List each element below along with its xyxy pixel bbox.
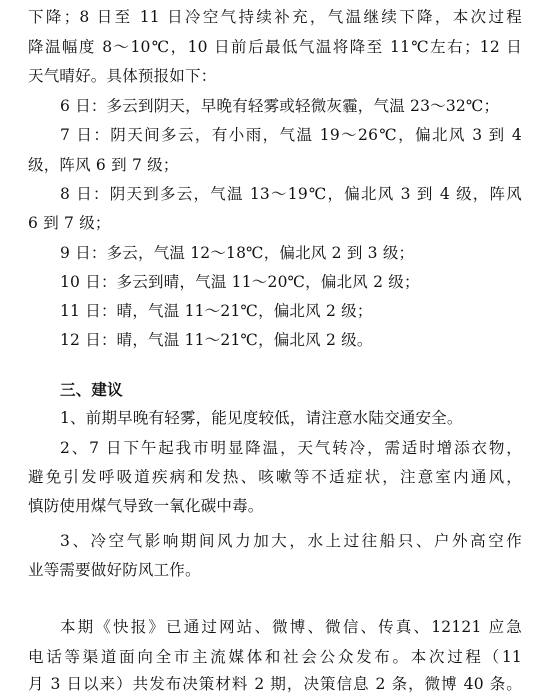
advice-item-3-cont: 业等需要做好防风工作。	[28, 561, 201, 579]
forecast-item-10: 10 日：多云到晴，气温 11～20℃，偏北风 2 级；	[60, 273, 420, 291]
forecast-line: 下降；8 日至 11 日冷空气持续补充，气温继续下降，本次过程	[28, 8, 522, 26]
release-line: 本期《快报》已通过网站、微博、微信、传真、12121 应急	[60, 618, 522, 636]
advice-item-1: 1、前期早晚有轻雾，能见度较低，请注意水陆交通安全。	[60, 409, 463, 427]
advice-item-2: 2、7 日下午起我市明显降温，天气转冷，需适时增添衣物，	[60, 439, 522, 457]
forecast-item-12: 12 日：晴，气温 11～21℃，偏北风 2 级。	[60, 331, 373, 349]
forecast-item-6: 6 日：多云到阴天，早晚有轻雾或轻微灰霾，气温 23～32℃；	[60, 97, 500, 115]
forecast-item-7: 7 日：阴天间多云，有小雨，气温 19～26℃，偏北风 3 到 4	[60, 126, 522, 144]
advice-item-3: 3、冷空气影响期间风力加大，水上过往船只、户外高空作	[60, 532, 522, 550]
forecast-item-8-cont: 6 到 7 级；	[28, 214, 111, 232]
release-line: 月 3 日以来）共发布决策材料 2 期，决策信息 2 条，微博 40 条。	[28, 675, 522, 693]
forecast-item-8: 8 日：阴天到多云，气温 13～19℃，偏北风 3 到 4 级，阵风	[60, 185, 522, 203]
advice-item-2-cont: 慎防使用煤气导致一氧化碳中毒。	[28, 497, 264, 515]
forecast-item-7-cont: 级，阵风 6 到 7 级；	[28, 156, 179, 174]
forecast-line: 降温幅度 8～10℃，10 日前后最低气温将降至 11℃左右；12 日	[28, 38, 522, 56]
release-line: 电话等渠道面向全市主流媒体和社会公众发布。本次过程（11	[28, 648, 522, 666]
forecast-item-11: 11 日：晴，气温 11～21℃，偏北风 2 级；	[60, 302, 373, 320]
section-heading: 三、建议	[60, 381, 123, 399]
advice-item-2-cont: 避免引发呼吸道疾病和发热、咳嗽等不适症状，注意室内通风，	[28, 468, 522, 486]
forecast-line: 天气晴好。具体预报如下：	[28, 67, 217, 85]
forecast-item-9: 9 日：多云，气温 12～18℃，偏北风 2 到 3 级；	[60, 244, 415, 262]
